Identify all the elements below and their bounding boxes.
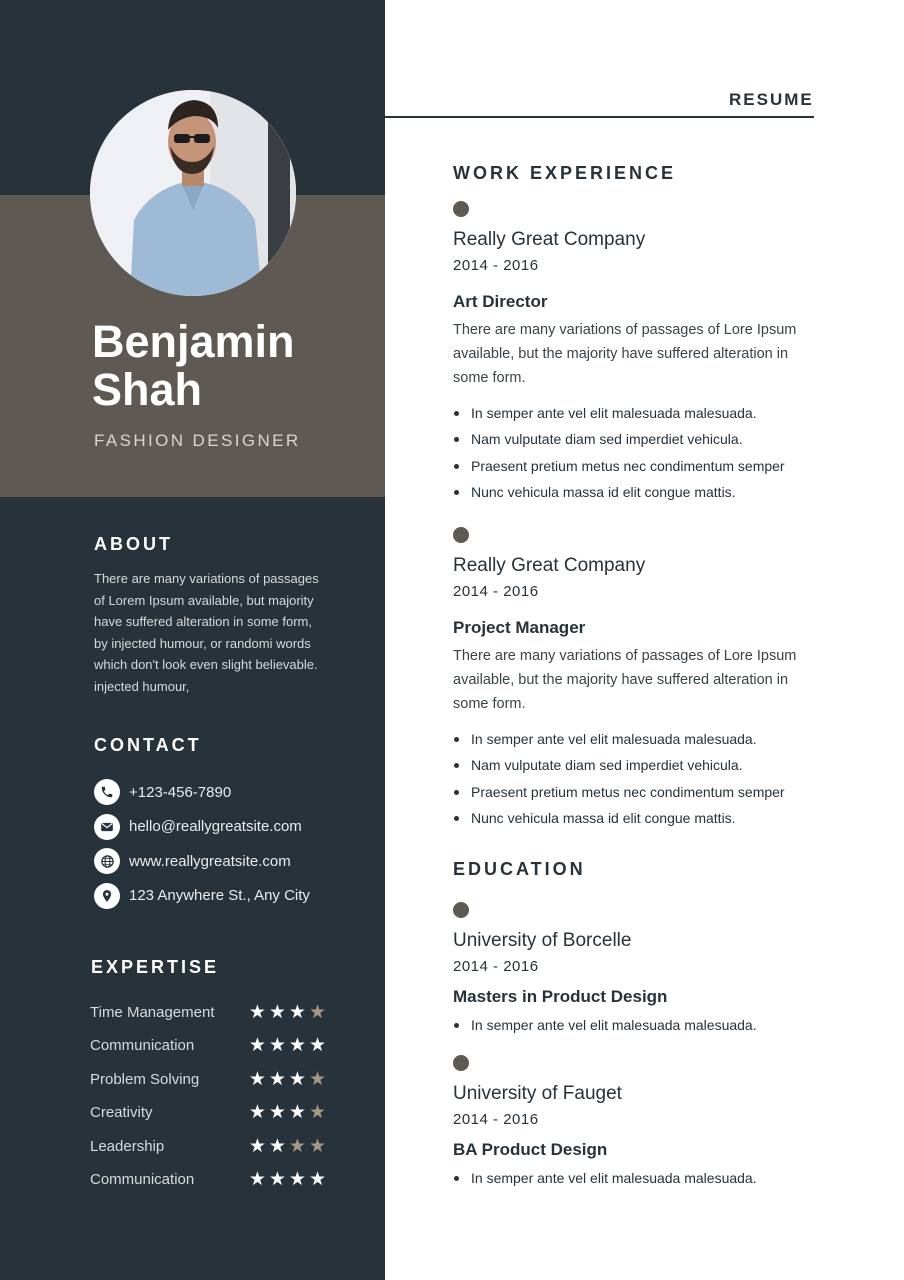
- contact-address: [94, 883, 310, 909]
- about-line: have suffered alteration in some form,: [94, 614, 312, 630]
- about-line: of Lorem Ipsum available, but majority: [94, 592, 314, 608]
- about-line: which don't look even slight believable.: [94, 657, 318, 673]
- job-title: Project Manager: [453, 618, 586, 637]
- contact-address-text: 123 Anywhere St., Any City: [129, 887, 310, 904]
- about-line: by injected humour, or randomi words: [94, 635, 311, 651]
- star-filled-icon: ★: [288, 1102, 306, 1124]
- star-empty-icon: ★: [288, 1135, 306, 1157]
- years: 2014 - 2016: [453, 583, 539, 600]
- about-text: [94, 568, 344, 698]
- star-filled-icon: ★: [268, 1002, 286, 1023]
- first-name: Benjamin: [92, 316, 295, 367]
- job-description: [453, 318, 823, 390]
- bullet-item: Nunc vehicula massa id elit congue mattis.: [453, 805, 823, 831]
- timeline-dot: [453, 1055, 469, 1071]
- skill-row: [90, 1134, 330, 1159]
- star-filled-icon: ★: [308, 1035, 326, 1057]
- skill-row: [90, 1067, 330, 1092]
- bullet-item: In semper ante vel elit malesuada malesuada.: [453, 1012, 823, 1038]
- bullet-item: In semper ante vel elit malesuada malesuada.: [453, 400, 823, 426]
- degree-title: Masters in Product Design: [453, 987, 668, 1006]
- description-line: There are many variations of passages of Lore Ipsum: [453, 322, 797, 338]
- skill-rating: [249, 1070, 326, 1089]
- about-line: injected humour,: [94, 678, 190, 694]
- years: 2014 - 2016: [453, 257, 539, 274]
- company-name: Really Great Company: [453, 229, 646, 250]
- description-line: some form.: [453, 696, 526, 712]
- skill-name: Communication: [90, 1037, 195, 1055]
- profile-photo: [90, 90, 296, 296]
- star-filled-icon: ★: [248, 1102, 266, 1124]
- star-filled-icon: ★: [248, 1135, 266, 1157]
- expertise-heading: EXPERTISE: [91, 957, 220, 977]
- school-name: University of Borcelle: [453, 930, 632, 951]
- description-line: There are many variations of passages of Lore Ipsum: [453, 648, 797, 664]
- skill-rating: [249, 1103, 326, 1122]
- skills-list: [90, 1000, 330, 1200]
- skill-row: [90, 1167, 330, 1192]
- star-empty-icon: ★: [308, 1135, 326, 1157]
- contact-email-text: hello@reallygreatsite.com: [129, 818, 302, 835]
- contact-website-text: www.reallygreatsite.com: [129, 852, 291, 870]
- description-line: available, but the majority have suffered alteration in: [453, 672, 789, 688]
- skill-rating: [249, 1003, 326, 1022]
- degree-title: BA Product Design: [453, 1140, 608, 1159]
- star-filled-icon: ★: [268, 1102, 286, 1124]
- star-filled-icon: ★: [268, 1068, 286, 1090]
- timeline-dot: [453, 902, 469, 918]
- description-line: some form.: [453, 370, 526, 386]
- work-entry: [453, 527, 823, 831]
- contact-phone-text: +123-456-7890: [129, 783, 232, 801]
- star-filled-icon: ★: [268, 1168, 286, 1190]
- globe-icon: [94, 848, 120, 874]
- skill-row: [90, 1033, 330, 1058]
- skill-name: Communication: [90, 1170, 195, 1188]
- phone-icon: [94, 779, 120, 805]
- star-filled-icon: ★: [248, 1068, 266, 1090]
- bullet-item: In semper ante vel elit malesuada malesuada.: [453, 726, 823, 752]
- contact-email[interactable]: [94, 814, 310, 840]
- star-filled-icon: ★: [268, 1035, 286, 1057]
- skill-row: [90, 1100, 330, 1125]
- bullet-list: [453, 726, 823, 831]
- star-filled-icon: ★: [288, 1035, 306, 1057]
- bullet-item: Nam vulputate diam sed imperdiet vehicula.: [453, 752, 823, 778]
- company-name: Really Great Company: [453, 555, 646, 576]
- contact-heading: CONTACT: [94, 735, 202, 755]
- contact-website[interactable]: [94, 848, 310, 874]
- bullet-item: Praesent pretium metus nec condimentum semper: [453, 453, 823, 479]
- skill-rating: [249, 1137, 326, 1156]
- bullet-list: [453, 1165, 823, 1191]
- bullet-list: [453, 1012, 823, 1038]
- sidebar: [0, 0, 385, 1280]
- resume-label: RESUME: [729, 90, 814, 109]
- school-name: University of Fauget: [453, 1083, 622, 1104]
- skill-name: Leadership: [90, 1137, 165, 1155]
- star-filled-icon: ★: [288, 1168, 306, 1190]
- star-filled-icon: ★: [268, 1135, 286, 1157]
- education-heading: EDUCATION: [453, 859, 586, 879]
- header-divider: [385, 116, 814, 118]
- last-name: Shah: [92, 364, 203, 415]
- bullet-item: Nunc vehicula massa id elit congue mattis.: [453, 479, 823, 505]
- about-heading: ABOUT: [94, 534, 173, 554]
- education-entry: [453, 902, 823, 1038]
- skill-name: Problem Solving: [90, 1070, 200, 1088]
- star-filled-icon: ★: [288, 1068, 306, 1090]
- star-filled-icon: ★: [248, 1035, 266, 1057]
- skill-name: Time Management: [90, 1004, 215, 1021]
- skill-rating: [249, 1170, 326, 1189]
- star-empty-icon: ★: [308, 1068, 326, 1090]
- work-experience-heading: WORK EXPERIENCE: [453, 163, 677, 183]
- bullet-item: In semper ante vel elit malesuada malesuada.: [453, 1165, 823, 1191]
- star-filled-icon: ★: [288, 1002, 306, 1023]
- star-filled-icon: ★: [248, 1002, 266, 1023]
- mail-icon: [94, 814, 120, 840]
- job-description: [453, 644, 823, 716]
- timeline-dot: [453, 201, 469, 217]
- job-role: FASHION DESIGNER: [94, 431, 301, 450]
- skill-name: Creativity: [90, 1104, 153, 1122]
- description-line: available, but the majority have suffered alteration in: [453, 346, 789, 362]
- bullet-item: Praesent pretium metus nec condimentum semper: [453, 779, 823, 805]
- full-name: [92, 318, 295, 414]
- star-filled-icon: ★: [248, 1168, 266, 1190]
- contact-phone[interactable]: [94, 779, 310, 805]
- skill-row: [90, 1000, 330, 1025]
- bullet-item: Nam vulputate diam sed imperdiet vehicula.: [453, 426, 823, 452]
- years: 2014 - 2016: [453, 958, 539, 975]
- years: 2014 - 2016: [453, 1111, 539, 1128]
- job-title: Art Director: [453, 292, 548, 311]
- bullet-list: [453, 400, 823, 505]
- star-empty-icon: ★: [308, 1002, 326, 1023]
- skill-rating: [249, 1036, 326, 1055]
- timeline-dot: [453, 527, 469, 543]
- work-entry: [453, 201, 823, 505]
- about-line: There are many variations of passages: [94, 571, 319, 586]
- education-entry: [453, 1055, 823, 1191]
- contact-list: [94, 779, 310, 917]
- star-empty-icon: ★: [308, 1102, 326, 1124]
- location-pin-icon: [94, 883, 120, 909]
- star-filled-icon: ★: [308, 1168, 326, 1190]
